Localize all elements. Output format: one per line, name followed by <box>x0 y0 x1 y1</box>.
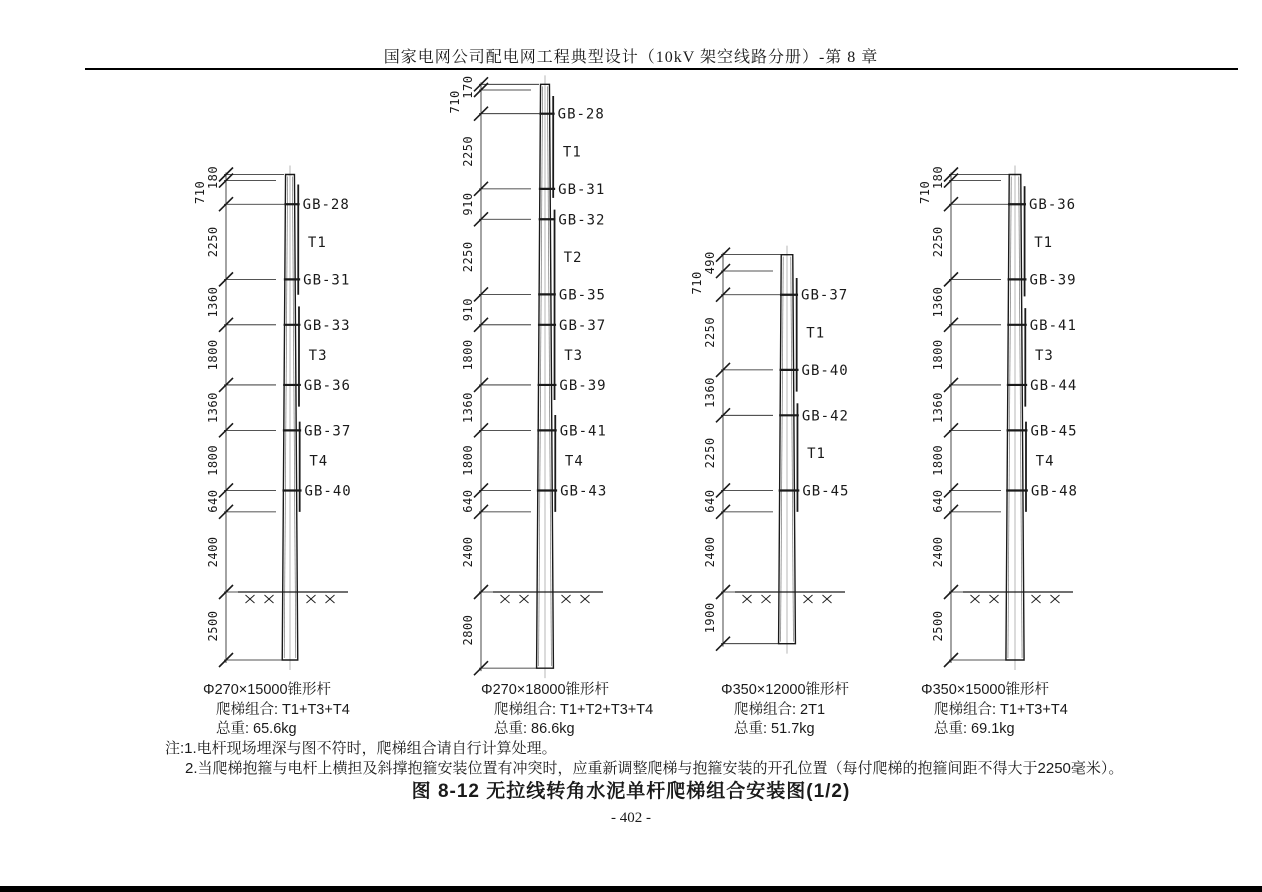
dimension-value: 2400 <box>703 536 717 568</box>
t-ladder-label: T1 <box>562 144 582 161</box>
dimension-value: 640 <box>703 489 717 513</box>
pole-total-weight: 总重: 65.6kg <box>216 721 297 737</box>
pole-spec: Φ350×12000锥形杆 <box>721 682 850 698</box>
dimension-value: 710 <box>918 180 932 204</box>
dimension-value: 640 <box>206 489 220 513</box>
dimension-value: 640 <box>461 489 475 513</box>
pole-spec: Φ350×15000锥形杆 <box>921 682 1050 698</box>
gb-band-label: GB-37 <box>559 317 607 334</box>
gb-band-label: GB-37 <box>304 423 352 440</box>
t-ladder-label: T3 <box>1034 347 1054 364</box>
dimension-value: 640 <box>931 489 945 513</box>
pole-total-weight: 总重: 69.1kg <box>934 721 1015 737</box>
gb-band-label: GB-36 <box>1028 197 1077 214</box>
pole-ladder-combo: 爬梯组合: T1+T3+T4 <box>934 701 1068 718</box>
gb-band-label: GB-39 <box>1029 272 1077 289</box>
t-ladder-label: T1 <box>806 325 826 342</box>
gb-band-label: GB-31 <box>558 181 606 198</box>
gb-band-label: GB-36 <box>303 377 351 394</box>
dimension-value: 2800 <box>461 614 475 646</box>
t-ladder-label: T1 <box>307 234 327 251</box>
dimension-value: 2250 <box>461 135 475 167</box>
pole-total-weight: 总重: 51.7kg <box>734 721 815 737</box>
pole-3-caption <box>721 681 849 740</box>
dimension-value: 1360 <box>461 392 475 424</box>
gb-band-label: GB-31 <box>303 272 351 289</box>
pole-1-caption <box>203 681 350 740</box>
t-ladder-label: T1 <box>1034 234 1054 251</box>
gb-band-label: GB-41 <box>559 423 607 440</box>
t-ladder-label: T4 <box>1035 453 1055 470</box>
dimension-value: 2250 <box>703 316 717 348</box>
dimension-value: 170 <box>461 75 475 99</box>
t-ladder-label: T4 <box>309 453 329 470</box>
t-ladder-label: T4 <box>564 453 584 470</box>
pole-4-caption <box>921 681 1068 740</box>
gb-band-label: GB-28 <box>557 106 605 123</box>
t-ladder-label: T2 <box>563 249 583 266</box>
pole-diagram-1 <box>193 166 352 671</box>
dimension-value: 2400 <box>206 536 220 568</box>
dimension-value: 2250 <box>206 226 220 258</box>
pole-diagram-3 <box>690 246 849 654</box>
dimension-value: 1800 <box>931 444 945 476</box>
gb-band-label: GB-33 <box>303 317 351 334</box>
pole-diagram-4 <box>918 166 1078 671</box>
dimension-value: 910 <box>461 192 475 216</box>
pole-total-weight: 总重: 86.6kg <box>494 721 575 737</box>
dimension-value: 1360 <box>703 377 717 409</box>
figure-title: 图 8-12 无拉线转角水泥单杆爬梯组合安装图(1/2) <box>411 781 851 802</box>
dimension-value: 1800 <box>206 339 220 371</box>
note-line-2: 2.当爬梯抱箍与电杆上横担及斜撑抱箍安装位置有冲突时，应重新调整爬梯与抱箍安装的开孔位置（每付爬梯的抱箍间距不得大于2250毫米）。 <box>185 760 1124 777</box>
gb-band-label: GB-48 <box>1030 483 1079 500</box>
dimension-value: 2250 <box>931 226 945 258</box>
dimension-value: 490 <box>703 251 717 275</box>
dimension-value: 2500 <box>206 610 220 642</box>
dimension-value: 2250 <box>703 437 717 469</box>
dimension-value: 2400 <box>931 536 945 568</box>
pole-ladder-combo: 爬梯组合: 2T1 <box>734 701 826 718</box>
dimension-value: 1360 <box>206 286 220 318</box>
gb-band-label: GB-32 <box>558 212 606 229</box>
gb-band-label: GB-45 <box>1030 423 1078 440</box>
gb-band-label: GB-44 <box>1030 377 1078 394</box>
gb-band-label: GB-41 <box>1029 317 1077 334</box>
pole-ladder-combo: 爬梯组合: T1+T2+T3+T4 <box>494 701 654 718</box>
dimension-value: 1360 <box>206 392 220 424</box>
t-ladder-label: T3 <box>308 347 328 364</box>
dimension-value: 2400 <box>461 536 475 568</box>
gb-band-label: GB-43 <box>560 483 608 500</box>
pole-2-caption <box>481 681 653 740</box>
gb-band-label: GB-37 <box>801 287 849 304</box>
header-title: 国家电网公司配电网工程典型设计（10kV 架空线路分册）-第 8 章 <box>383 49 879 66</box>
dimension-value: 180 <box>931 165 945 190</box>
dimension-value: 1800 <box>461 339 475 371</box>
t-ladder-label: T1 <box>807 445 826 462</box>
dimension-value: 1800 <box>461 444 475 476</box>
page-bottom-border <box>0 886 1262 892</box>
gb-band-label: GB-42 <box>801 408 849 425</box>
pole-diagram-2 <box>448 75 607 678</box>
gb-band-label: GB-45 <box>802 483 850 500</box>
dimension-value: 1800 <box>206 444 220 476</box>
dimension-value: 1900 <box>703 602 717 634</box>
gb-band-label: GB-28 <box>302 197 350 214</box>
pole-spec: Φ270×15000锥形杆 <box>203 682 332 698</box>
dimension-value: 2500 <box>931 610 945 642</box>
dimension-value: 710 <box>690 271 704 295</box>
dimension-value: 710 <box>193 180 207 204</box>
gb-band-label: GB-39 <box>559 377 607 394</box>
dimension-value: 2250 <box>461 241 475 273</box>
t-ladder-label: T3 <box>564 347 584 364</box>
note-line-1: 注:1.电杆现场埋深与图不符时，爬梯组合请自行计算处理。 <box>165 740 557 757</box>
pole-ladder-combo: 爬梯组合: T1+T3+T4 <box>216 701 350 718</box>
gb-band-label: GB-40 <box>801 362 849 379</box>
dimension-value: 1800 <box>931 339 945 371</box>
notes <box>165 739 1123 779</box>
dimension-value: 1360 <box>931 286 945 318</box>
dimension-value: 1360 <box>931 392 945 424</box>
page-number: - 402 - <box>611 810 651 826</box>
dimension-value: 910 <box>461 298 475 322</box>
dimension-value: 710 <box>448 90 462 114</box>
gb-band-label: GB-40 <box>304 483 352 500</box>
dimension-value: 180 <box>206 165 220 190</box>
pole-spec: Φ270×18000锥形杆 <box>481 682 610 698</box>
gb-band-label: GB-35 <box>558 287 606 304</box>
